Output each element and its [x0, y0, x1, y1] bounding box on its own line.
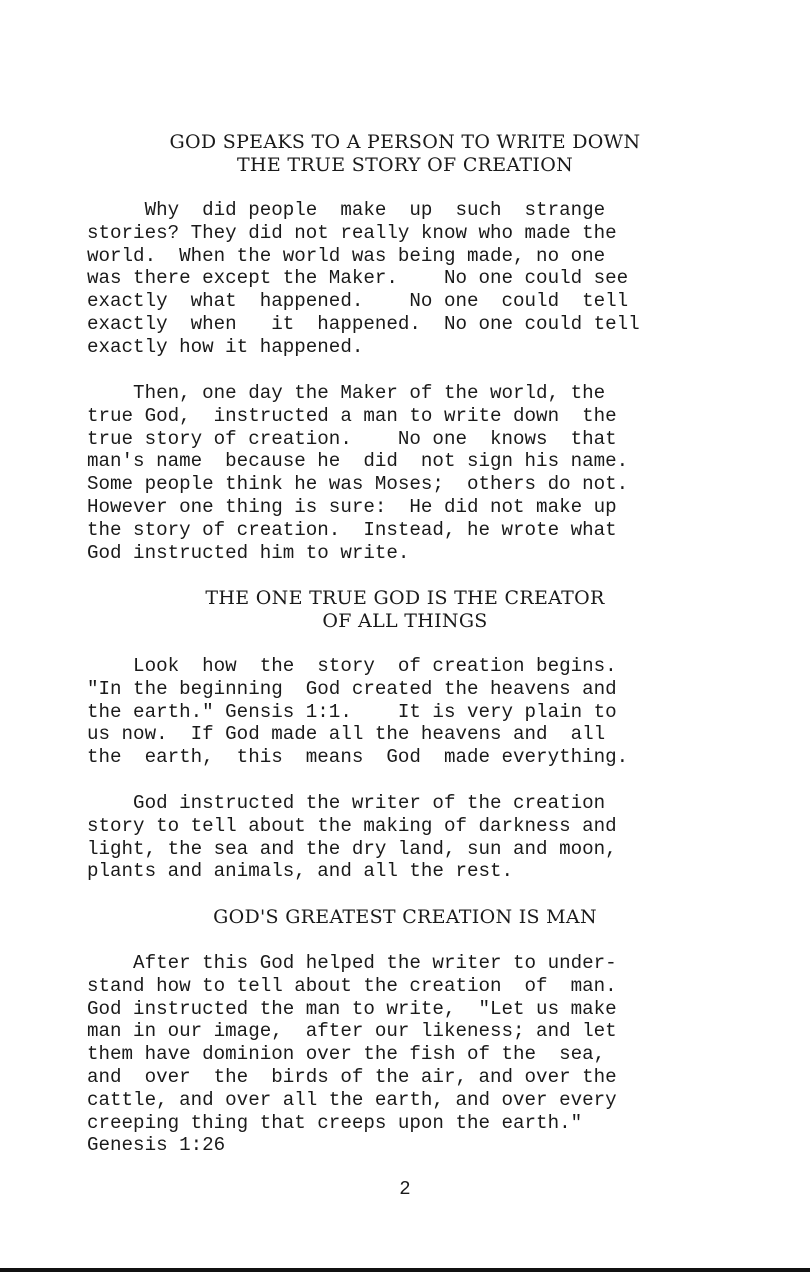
page-number: 2: [399, 1178, 411, 1200]
heading-line: OF ALL THINGS: [322, 610, 488, 632]
heading-line: GOD SPEAKS TO A PERSON TO WRITE DOWN: [169, 131, 641, 153]
heading-line: THE ONE TRUE GOD IS THE CREATOR: [205, 587, 605, 609]
paragraph-strange-stories: Why did people make up such strange stories? They did not really know who made the world. When the world was being made, no one was there except the Maker. No one could see exactly what happened. No one could tell exactly when it happened. No one could tell exactly how it happened.: [87, 199, 640, 358]
section-heading-one-true-god: [0, 587, 810, 633]
heading-line: THE TRUE STORY OF CREATION: [237, 154, 573, 176]
paragraph-creation-begins: Look how the story of creation begins. "In the beginning God created the heavens and the earth." Gensis 1:1. It is very plain to us now. If God made all the heavens and all the earth, this means God made everything.: [87, 655, 629, 769]
section-heading-creation-story: [0, 131, 810, 177]
paragraph-writer-instructed: God instructed the writer of the creation story to tell about the making of darkness and light, the sea and the dry land, sun and moon, plants and animals, and all the rest.: [87, 792, 617, 883]
paragraph-creation-of-man: After this God helped the writer to under- stand how to tell about the creation of man. God instructed the man to write, "Let us make man in our image, after our likeness; and let them have dominion over the fish of the sea, and over the birds of the air, and over the cattle, and over all the earth, and over every creeping thing that creeps upon the earth." Genesis 1:26: [87, 952, 617, 1157]
bottom-edge-rule: [0, 1268, 810, 1272]
paragraph-maker-instructed: Then, one day the Maker of the world, the true God, instructed a man to write down the true story of creation. No one knows that man's name because he did not sign his name. Some people think he was Moses; others do not. However one thing is sure: He did not make up the story of creation. Instead, he wrote what God instructed him to write.: [87, 382, 629, 564]
heading-line: GOD'S GREATEST CREATION IS MAN: [213, 906, 597, 928]
section-heading-greatest-creation: [0, 906, 810, 929]
